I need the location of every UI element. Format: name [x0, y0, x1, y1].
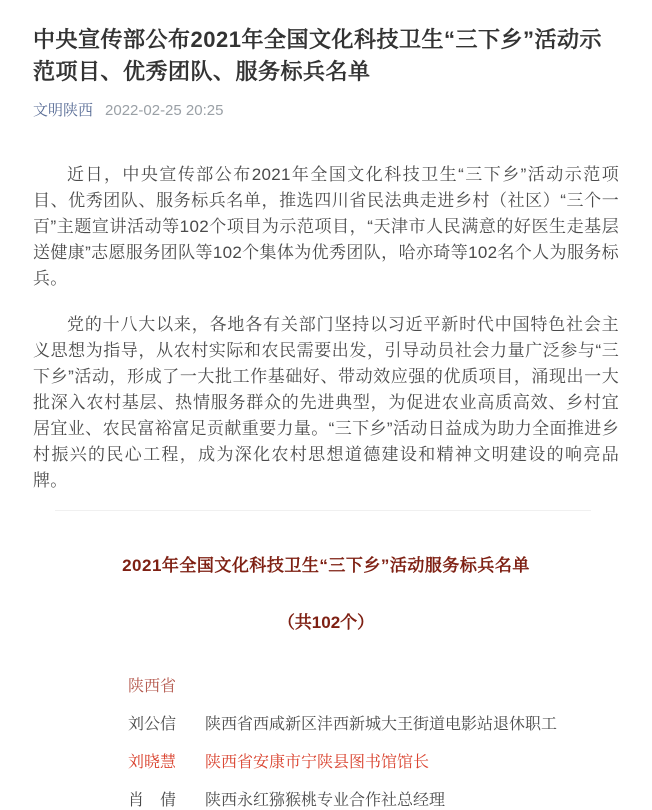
- body-paragraph: 党的十八大以来，各地各有关部门坚持以习近平新时代中国特色社会主义思想为指导，从农村实际和农民需要出发，引导动员社会力量广泛参与“三下乡”活动，形成了一大批工作基础好、带动效应强的优质项目，涌现出一大批深入农村基层、热情服务群众的先进典型，为促进农业高质高效、乡村宜居宜业、农民富裕富足贡献重要力量。“三下乡”活动日益成为助力全面推进乡村振兴的民心工程，成为深化农村思想道德建设和精神文明建设的响亮品牌。: [33, 315, 619, 490]
- list-item: [128, 787, 619, 810]
- person-name: 肖 倩: [128, 792, 177, 809]
- list-section-heading: 2021年全国文化科技卫生“三下乡”活动服务标兵名单: [122, 556, 530, 575]
- body-paragraph: 近日，中央宣传部公布2021年全国文化科技卫生“三下乡”活动示范项目、优秀团队、服务标兵名单，推选四川省民法典走进乡村（社区）“三个一百”主题宣讲活动等102个项目为示范项目，“天津市人民满意的好医生走基层送健康”志愿服务团队等102个集体为优秀团队，哈亦琦等102名个人为服务标兵。: [33, 165, 619, 288]
- publish-timestamp: 2022-02-25 20:25: [105, 102, 224, 119]
- person-title: 陕西省西咸新区沣西新城大王街道电影站退休职工: [205, 716, 558, 733]
- list-item-highlighted: [128, 749, 619, 772]
- article-title: 中央宣传部公布2021年全国文化科技卫生“三下乡”活动示范项目、优秀团队、服务标兵名单: [33, 27, 602, 84]
- person-name: 刘晓慧: [128, 754, 177, 771]
- section-divider: [55, 510, 591, 511]
- person-title: 陕西省安康市宁陕县图书馆馆长: [205, 754, 430, 771]
- article-meta: [33, 99, 619, 120]
- province-heading: 陕西省: [128, 678, 177, 695]
- source-account-link[interactable]: 文明陕西: [33, 102, 94, 119]
- honoree-list: [128, 673, 619, 810]
- person-title: 陕西永红猕猴桃专业合作社总经理: [205, 792, 446, 809]
- list-section-count: （共102个）: [277, 613, 375, 632]
- article-body: [33, 162, 619, 494]
- list-item: [128, 711, 619, 734]
- person-name: 刘公信: [128, 716, 177, 733]
